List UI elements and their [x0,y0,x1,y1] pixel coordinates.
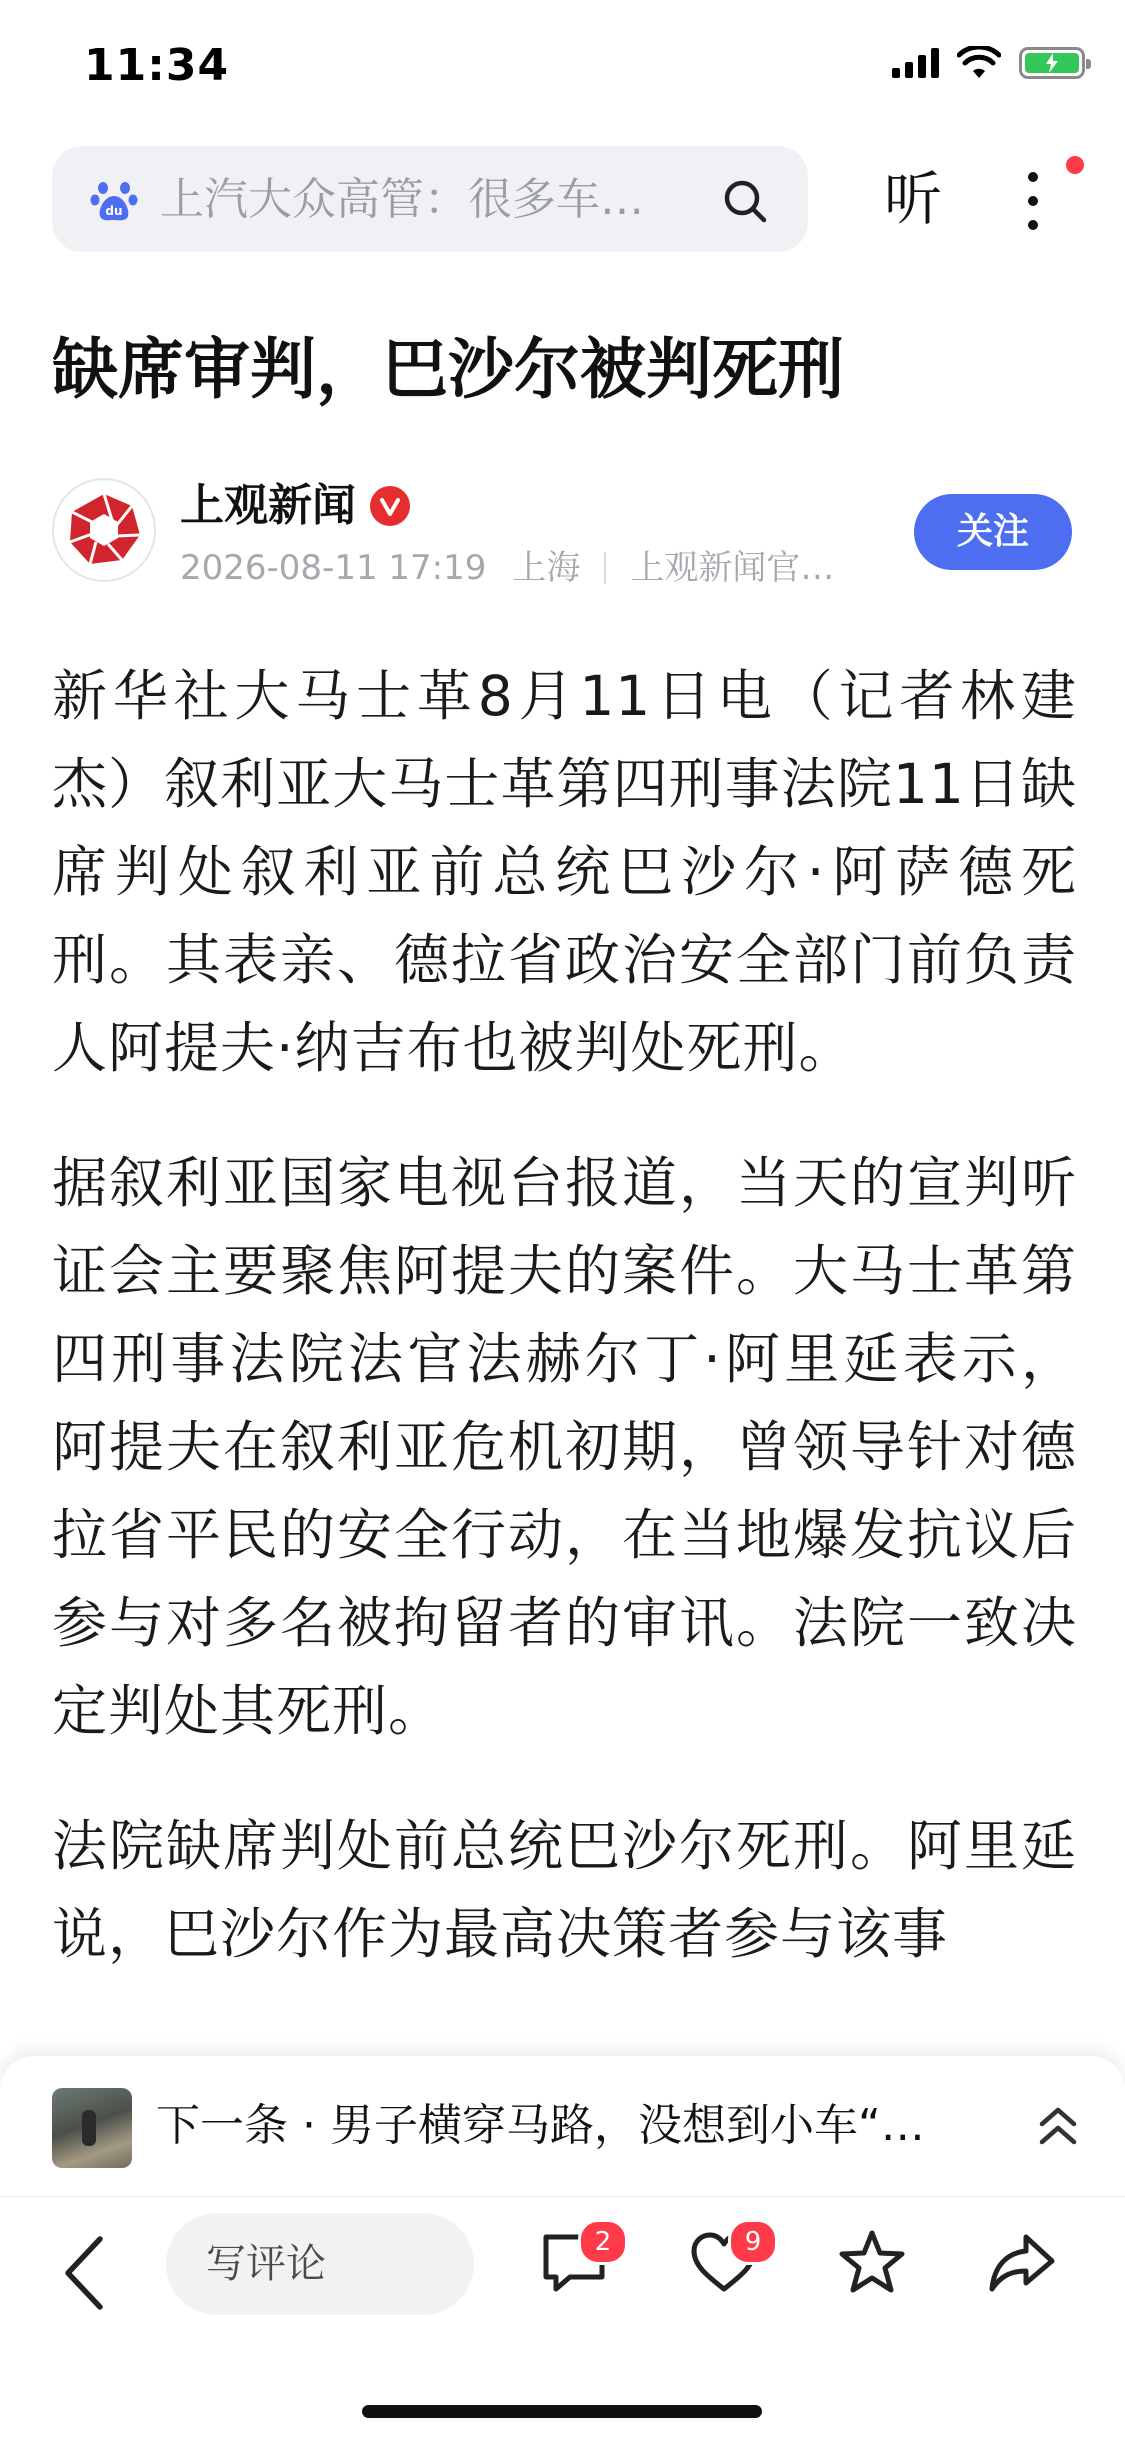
author-avatar[interactable] [52,478,156,582]
status-bar [0,0,1125,138]
status-time: 11:34 [84,40,230,91]
author-name[interactable]: 上观新闻 [180,480,356,531]
back-arrow-icon[interactable] [60,2233,110,2313]
article-paragraph: 法院缺席判处前总统巴沙尔死刑。阿里延说，巴沙尔作为最高决策者参与该事 [52,1814,1077,1966]
more-options-icon[interactable] [1012,166,1052,236]
publish-location: 上海 [512,548,581,588]
baidu-paw-icon [90,176,138,224]
write-comment-input[interactable]: 写评论 [166,2213,474,2315]
search-icon[interactable] [720,176,770,226]
next-article-bar[interactable] [0,2056,1125,2196]
notification-dot [1066,156,1084,174]
search-query-text[interactable]: 上汽大众高管：很多车… [160,174,644,225]
article-title: 缺席审判，巴沙尔被判死刑 [52,331,844,408]
home-indicator[interactable] [362,2405,762,2418]
search-bar[interactable] [52,146,808,252]
author-meta [180,544,940,592]
publish-source: 上观新闻官… [630,548,835,588]
bottom-toolbar [0,2196,1125,2437]
like-count-badge: 9 [728,2219,778,2265]
shangguan-logo-icon [54,480,154,580]
follow-button[interactable]: 关注 [914,494,1072,570]
next-article-thumbnail[interactable] [52,2088,132,2168]
star-icon[interactable] [834,2225,910,2301]
svg-text:du: du [105,204,123,218]
wifi-icon [957,46,1001,80]
author-name-row[interactable] [180,478,410,534]
comment-count-badge: 2 [578,2219,628,2265]
top-header [0,138,1125,258]
publish-datetime: 2026-08-11 17:19 [180,548,487,588]
author-row [52,478,1072,598]
listen-button[interactable]: 听 [884,165,943,233]
share-icon[interactable] [984,2225,1060,2301]
article-paragraph: 据叙利亚国家电视台报道，当天的宣判听证会主要聚焦阿提夫的案件。大马士革第四刑事法院法官法赫尔丁·阿里延表示，阿提夫在叙利亚危机初期，曾领导针对德拉省平民的安全行动，在当地爆发抗议后参与对多名被拘留者的审讯。法院一致决定判处其死刑。 [52,1151,1077,1743]
chevron-up-icon[interactable] [1036,2102,1080,2150]
article-paragraph: 新华社大马士革8月11日电（记者林建杰）叙利亚大马士革第四刑事法院11日缺席判处叙利亚前总统巴沙尔·阿萨德死刑。其表亲、德拉省政治安全部门前负责人阿提夫·纳吉布也被判处死刑。 [52,664,1077,1080]
verified-badge-icon [370,486,410,526]
status-icons [892,46,1085,80]
next-article-title[interactable]: 下一条 · 男子横穿马路，没想到小车“… [156,2100,925,2151]
battery-icon [1019,47,1085,79]
meta-divider [604,552,606,584]
article-body [52,652,1077,2052]
cellular-signal-icon [892,48,939,78]
